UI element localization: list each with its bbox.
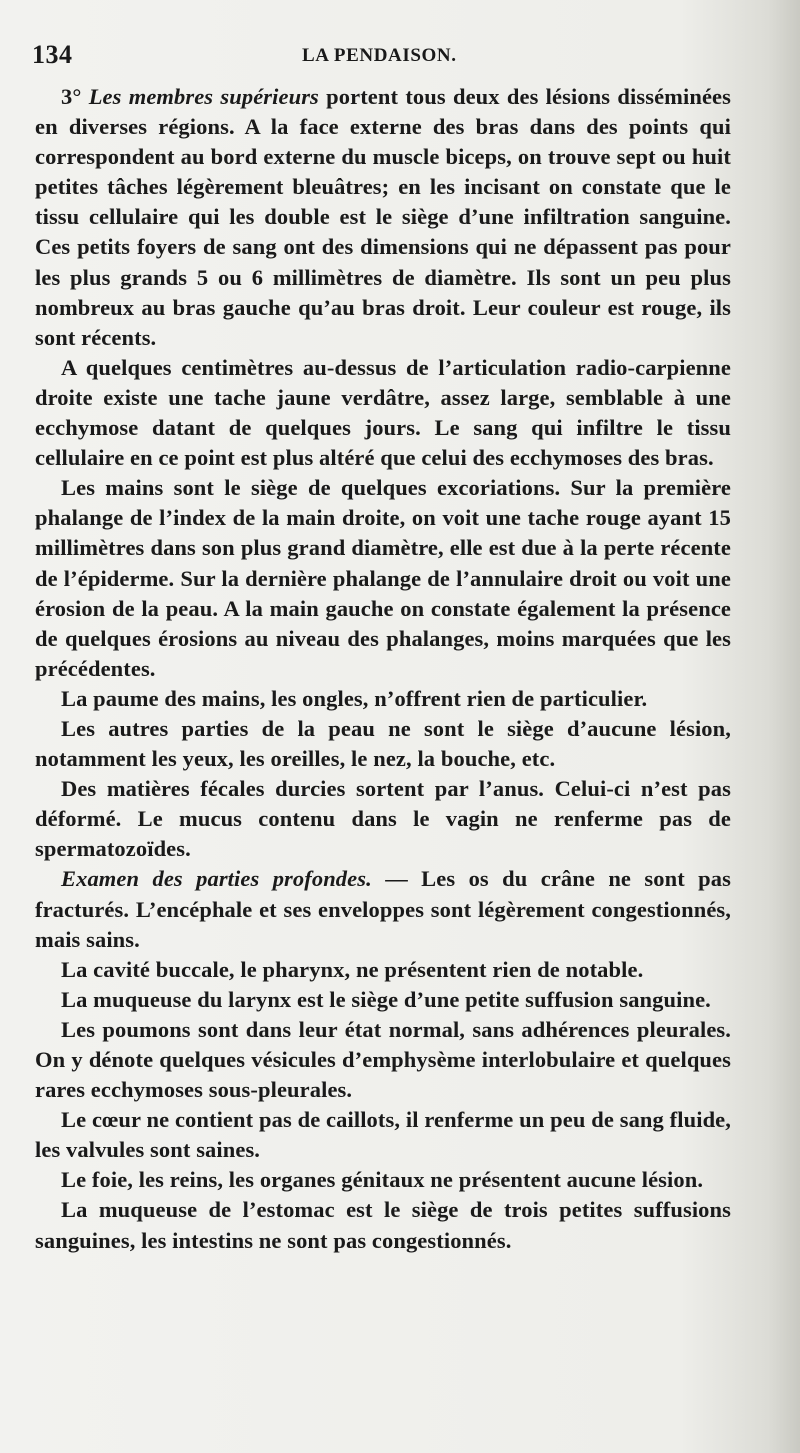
paragraph-lungs: [35, 1015, 731, 1105]
paragraph-deep-exam: [35, 864, 731, 954]
paragraph-hands: [35, 473, 731, 684]
body-text: [35, 82, 731, 1256]
section-heading-upper-limbs: Les membres supérieurs: [88, 84, 319, 109]
paragraph-larynx: [35, 985, 731, 1015]
paragraph-text: Le foie, les reins, les organes génitaux ne présentent aucune lésion.: [61, 1167, 704, 1193]
paragraph-skin: [35, 714, 731, 774]
paragraph-text: La muqueuse de l’estomac est le siège de trois petites suffusions sanguines, les intestins ne sont pas congestionnés.: [35, 1197, 731, 1253]
paragraph-stomach: [35, 1195, 731, 1255]
paragraph-upper-limbs: [35, 82, 731, 353]
running-title: LA PENDAISON.: [302, 45, 457, 66]
section-heading-deep-exam: Examen des parties profondes.: [61, 866, 372, 892]
page-number: 134: [32, 40, 73, 69]
paragraph-wrist-stain: [35, 353, 731, 473]
paragraph-text: Des matières fécales durcies sortent par l’anus. Celui-ci n’est pas déformé. Le mucus contenu dans le vagin ne renferme pas de spermatozoïdes.: [35, 776, 731, 862]
paragraph-text: portent tous deux des lésions disséminées en diverses régions. A la face externe des bras dans des points qui correspondent au bord externe du muscle biceps, on trouve sept ou huit petites tâches légèrement bleuâtres; en les incisant on constate que le tissu cellulaire qui les double est le siège d’une infiltration sanguine. Ces petits foyers de sang ont des dimensions qui ne dépassent pas pour les plus grands 5 ou 6 millimètres de diamètre. Ils sont un peu plus nombreux au bras gauche qu’au bras droit. Leur couleur est rouge, ils sont récents.: [35, 84, 731, 350]
paragraph-text: La paume des mains, les ongles, n’offrent rien de particulier.: [61, 685, 648, 711]
paragraph-text: La muqueuse du larynx est le siège d’une petite suffusion sanguine.: [61, 986, 711, 1012]
paragraph-text: A quelques centimètres au-dessus de l’articulation radio-carpienne droite existe une tache jaune verdâtre, assez large, semblable à une ecchymose datant de quelques jours. Le sang qui infiltre le tissu cellulaire en ce point est plus altéré que celui des ecchymoses des bras.: [35, 354, 731, 471]
paragraph-text: La cavité buccale, le pharynx, ne présentent rien de notable.: [61, 956, 644, 982]
paragraph-text: Les autres parties de la peau ne sont le siège d’aucune lésion, notamment les yeux, les oreilles, le nez, la bouche, etc.: [35, 715, 731, 772]
paragraph-text: Les poumons sont dans leur état normal, sans adhérences pleurales. On y dénote quelques vésicules d’emphysème interlobulaire et quelques rares ecchymoses sous-pleurales.: [35, 1016, 731, 1103]
paragraph-heart: [35, 1105, 731, 1165]
paragraph-text: Le cœur ne contient pas de caillots, il renferme un peu de sang fluide, les valvules sont saines.: [35, 1107, 731, 1163]
paragraph-text: Les mains sont le siège de quelques excoriations. Sur la première phalange de l’index de la main droite, on voit une tache rouge ayant 15 millimètres dans son plus grand diamètre, elle est due à la perte récente de l’épiderme. Sur la dernière phalange de l’annulaire droit ou voit une érosion de la peau. A la main gauche on constate également la présence de quelques érosions au niveau des phalanges, moins marquées que les précédentes.: [35, 475, 731, 681]
paragraph-mouth: [35, 955, 731, 985]
paragraph-palms: [35, 684, 731, 714]
paragraph-organs: [35, 1165, 731, 1195]
page-header: [32, 40, 732, 74]
paragraph-fecal: [35, 774, 731, 864]
paragraph-text: — Les os du crâne ne sont pas fracturés. L’encéphale et ses enveloppes sont légèrement congestionnés, mais sains.: [35, 866, 731, 952]
section-number: 3°: [61, 84, 89, 109]
